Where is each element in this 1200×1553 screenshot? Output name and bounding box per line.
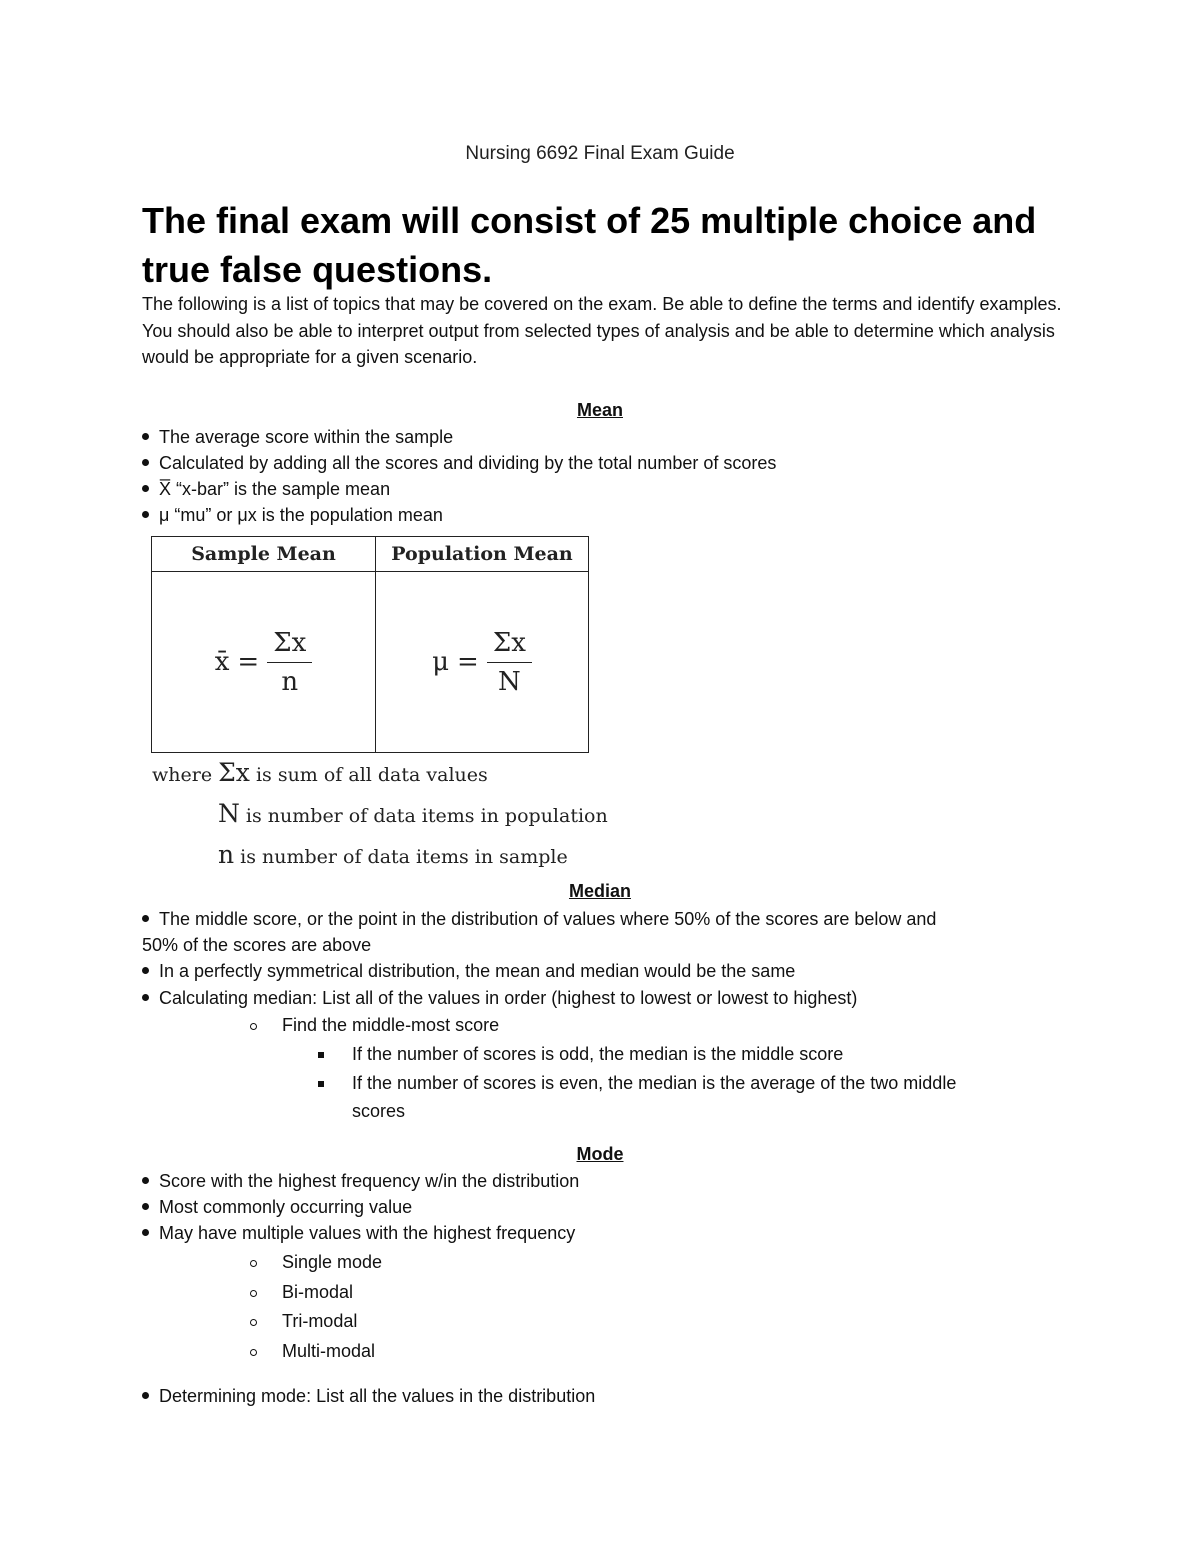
mean-title: Mean [576, 400, 623, 420]
sample-mean-header: Sample Mean [152, 537, 376, 572]
median-sub-bullet [250, 1014, 257, 1036]
median-subsub-text: If the number of scores is odd, the median is the middle score [352, 1044, 844, 1064]
median-bullet: In a perfectly symmetrical distribution, the mean and median would be the same [142, 960, 795, 982]
bullet-dot [142, 433, 149, 440]
mode-bullet: May have multiple values with the highest frequency [142, 1222, 575, 1244]
mean-formula-table [151, 536, 589, 753]
median-bullet-continuation: 50% of the scores are above [142, 935, 372, 955]
median-title: Median [568, 881, 631, 901]
hollow-bullet-icon [250, 1023, 257, 1030]
mode-title: Mode [576, 1144, 624, 1164]
sample-mean-formula: x̄ = $\frac{\Sigma x}{n}$ [152, 628, 375, 697]
population-mean-fraction: $\frac{\Sigma x}{N}$ [487, 628, 532, 697]
hollow-bullet-icon [250, 1310, 257, 1332]
page-header: Nursing 6692 Final Exam Guide [465, 143, 735, 164]
median-bullet: The middle score, or the point in the distribution of values where 50% of the scores are below and [142, 908, 936, 930]
intro-paragraph: The following is a list of topics that may be covered on the exam. Be able to define the terms and identify examples. You should also be able to interpret output from selected types of analysis and be able to determine which analysis would be appropriate for a given scenario. [142, 294, 1062, 367]
population-mean-formula: μ = $\frac{\Sigma x}{N}$ [376, 628, 588, 697]
where-line-1: where Σx is sum of all data values [152, 758, 488, 787]
mean-bullet: Calculated by adding all the scores and dividing by the total number of scores [142, 452, 776, 474]
where-line-2: N is number of data items in population [218, 799, 608, 828]
bullet-dot [142, 485, 149, 492]
headline-line-2: true false questions. [142, 249, 493, 290]
bullet-dot [142, 994, 149, 1001]
mean-bullet: X̅ “x-bar” is the sample mean [142, 478, 390, 500]
mode-bullet: Score with the highest frequency w/in the distribution [142, 1170, 579, 1192]
square-bullet-icon [318, 1072, 324, 1094]
bullet-dot [142, 1392, 149, 1399]
median-bullet: Calculating median: List all of the values in order (highest to lowest or lowest to highest) [142, 987, 857, 1009]
population-mean-header: Population Mean [376, 537, 589, 572]
bullet-dot [142, 459, 149, 466]
mode-bullet: Determining mode: List all the values in the distribution [142, 1385, 595, 1407]
mode-sub-item: Bi-modal [282, 1282, 354, 1302]
mode-bullet: Most commonly occurring value [142, 1196, 412, 1218]
hollow-bullet-icon [250, 1340, 257, 1362]
headline [142, 196, 1036, 294]
bullet-dot [142, 1229, 149, 1236]
bullet-dot [142, 967, 149, 974]
mean-bullet: μ “mu” or μx is the population mean [142, 504, 443, 526]
mode-sub-item: Single mode [282, 1252, 383, 1272]
mean-bullet: The average score within the sample [142, 426, 453, 448]
bullet-dot [142, 1203, 149, 1210]
where-line-3: n is number of data items in sample [218, 840, 568, 869]
median-sub-text: Find the middle-most score [282, 1015, 500, 1035]
square-bullet-icon [318, 1043, 324, 1065]
bullet-dot [142, 1177, 149, 1184]
bullet-dot [142, 511, 149, 518]
mode-sub-item: Tri-modal [282, 1311, 358, 1331]
population-mean-formula-cell [376, 572, 589, 753]
headline-line-1: The final exam will consist of 25 multiple choice and [142, 200, 1037, 241]
mode-sub-item: Multi-modal [282, 1341, 376, 1361]
sample-mean-fraction: $\frac{\Sigma x}{n}$ [267, 628, 312, 697]
bullet-dot [142, 915, 149, 922]
hollow-bullet-icon [250, 1251, 257, 1273]
hollow-bullet-icon [250, 1281, 257, 1303]
median-subsub-continuation: scores [352, 1101, 406, 1121]
median-subsub-text: If the number of scores is even, the median is the average of the two middle [352, 1073, 957, 1093]
sample-mean-formula-cell [152, 572, 376, 753]
